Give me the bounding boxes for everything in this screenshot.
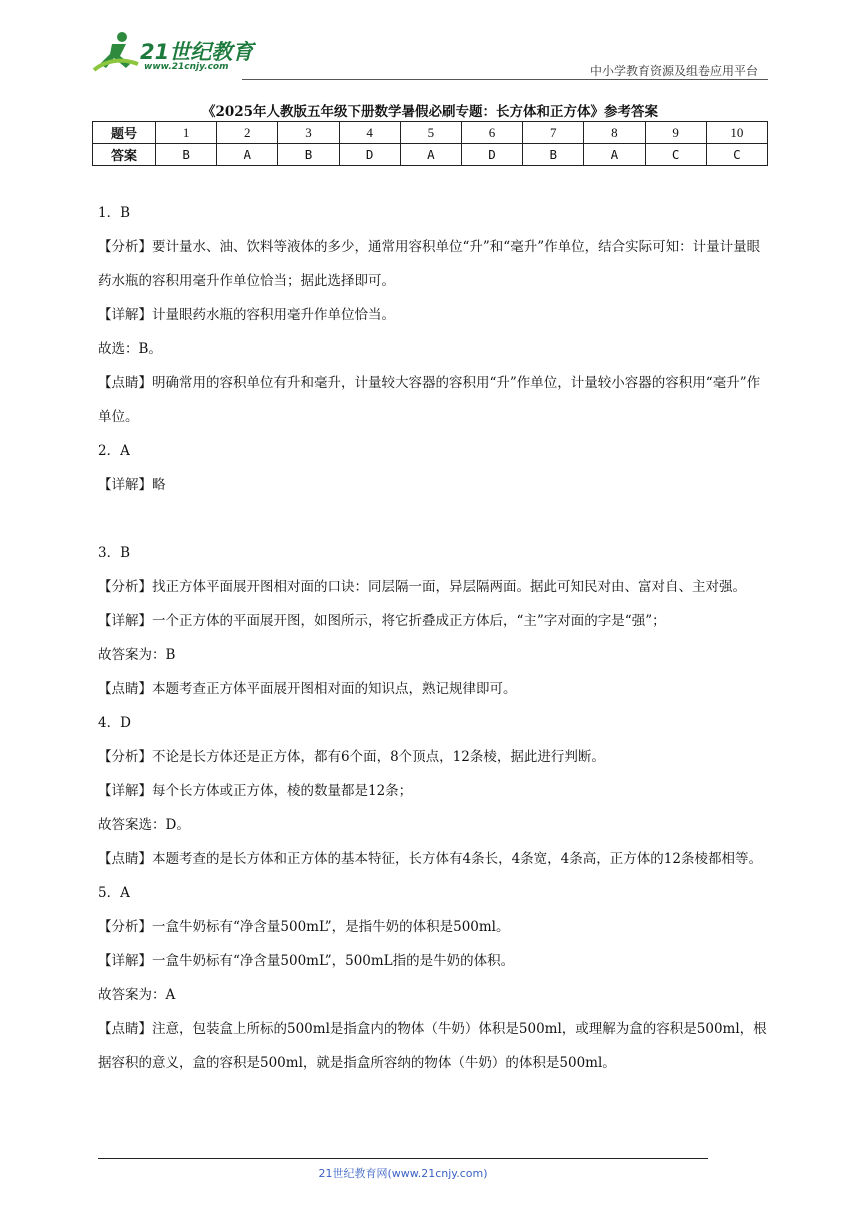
analysis-paragraph: 【分析】不论是长方体还是正方体，都有6个面，8个顶点，12条棱，据此进行判断。 [98,749,605,765]
logo [92,30,262,76]
detail-paragraph: 【详解】计量眼药水瓶的容积用毫升作单位恰当。 [98,307,395,323]
detail-paragraph: 【详解】一盒牛奶标有“净含量500mL”，500mL指的是牛奶的体积。 [98,953,515,969]
question-number: 8 [584,122,645,144]
answer-cell: A [584,144,645,166]
row-label-answer: 答案 [93,144,156,166]
footer-link[interactable]: 21世纪教育网(www.21cnjy.com) [318,1167,488,1180]
logo-text: 21世纪教育 [140,40,254,64]
note-paragraph: 【点睛】注意，包装盒上所标的500ml是指盒内的物体（牛奶）体积是500ml，或理解为盒的容积是500ml，根据容积的意义，盒的容积是500ml，就是指盒所容纳的物体（牛奶）的体积是500ml。 [98,1021,767,1071]
answer-cell: A [400,144,461,166]
question-heading: 4．D [98,715,131,731]
answer-cell: C [706,144,767,166]
question-heading: 3．B [98,545,131,561]
question-number: 6 [461,122,522,144]
answer-cell: C [645,144,706,166]
platform-name: 中小学教育资源及组卷应用平台 [589,64,758,78]
question-number-row [93,122,768,144]
page-header [92,30,768,80]
question-number: 1 [156,122,217,144]
answer-cell: A [217,144,278,166]
answer-cell: D [461,144,522,166]
answer-cell: B [278,144,339,166]
note-paragraph: 【点睛】本题考查正方体平面展开图相对面的知识点，熟记规律即可。 [98,681,517,697]
conclusion-paragraph: 故答案为：A [98,987,176,1003]
question-number: 3 [278,122,339,144]
footer-divider [98,1158,708,1159]
note-paragraph: 【点睛】本题考查的是长方体和正方体的基本特征，长方体有4条长，4条宽，4条高，正方体的12条棱都相等。 [98,851,762,867]
question-number: 4 [339,122,400,144]
conclusion-paragraph: 故答案为：B [98,647,176,663]
answer-cell: B [156,144,217,166]
question-number: 2 [217,122,278,144]
header-divider [242,79,768,80]
answer-cell: D [339,144,400,166]
note-paragraph: 【点睛】明确常用的容积单位有升和毫升，计量较大容器的容积用“升”作单位，计量较小容器的容积用“毫升”作单位。 [98,375,761,425]
document-title: 《2025年人教版五年级下册数学暑假必刷专题：长方体和正方体》参考答案 [201,104,659,120]
answer-explanations [98,196,772,1080]
question-heading: 1．B [98,205,131,221]
conclusion-paragraph: 故答案选：D。 [98,817,190,833]
answer-row [93,144,768,166]
analysis-paragraph: 【分析】要计量水、油、饮料等液体的多少，通常用容积单位“升”和“毫升”作单位，结合实际可知：计量计量眼药水瓶的容积用毫升作单位恰当；据此选择即可。 [98,239,761,289]
question-heading: 5．A [98,885,130,901]
question-number: 9 [645,122,706,144]
conclusion-paragraph: 故选：B。 [98,341,162,357]
row-label-question: 题号 [93,122,156,144]
answer-table [92,121,768,166]
analysis-paragraph: 【分析】找正方体平面展开图相对面的口诀：同层隔一面，异层隔两面。据此可知民对由、富对自、主对强。 [98,579,746,595]
question-number: 10 [706,122,767,144]
detail-paragraph: 【详解】一个正方体的平面展开图，如图所示，将它折叠成正方体后，“主”字对面的字是“强”； [98,613,666,629]
question-number: 7 [523,122,584,144]
logo-url: www.21cnjy.com [144,62,229,72]
spacer [98,502,772,536]
question-heading: 2．A [98,443,130,459]
question-number: 5 [400,122,461,144]
detail-paragraph: 【详解】略 [98,477,166,493]
runner-logo-icon [92,30,144,76]
analysis-paragraph: 【分析】一盒牛奶标有“净含量500mL”，是指牛奶的体积是500ml。 [98,919,510,935]
answer-cell: B [523,144,584,166]
detail-paragraph: 【详解】每个长方体或正方体，棱的数量都是12条； [98,783,413,799]
